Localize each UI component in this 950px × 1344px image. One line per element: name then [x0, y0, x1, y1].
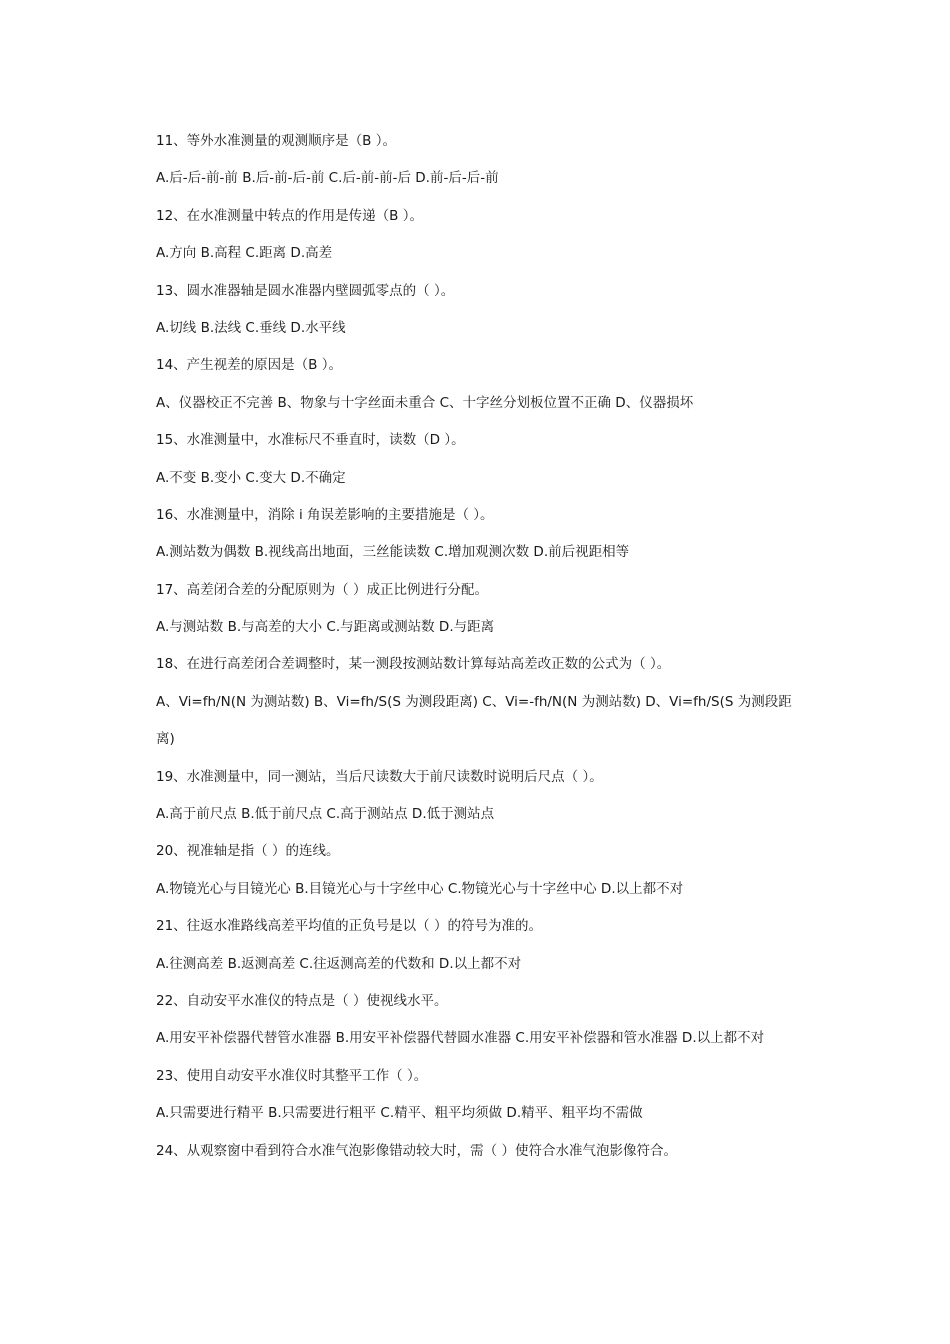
options-13: A.切线 B.法线 C.垂线 D.水平线 — [156, 319, 346, 336]
question-23: 23、使用自动安平水准仪时其整平工作（ ）。 — [156, 1067, 428, 1084]
question-21: 21、往返水准路线高差平均值的正负号是以（ ）的符号为准的。 — [156, 918, 542, 935]
options-23: A.只需要进行精平 B.只需要进行粗平 C.精平、粗平均须做 D.精平、粗平均不需做 — [156, 1105, 643, 1122]
question-11: 11、等外水准测量的观测顺序是（B ）。 — [156, 133, 396, 149]
question-19: 19、水准测量中，同一测站，当后尺读数大于前尺读数时说明后尺点（ ）。 — [156, 768, 603, 785]
question-16: 16、水准测量中，消除 i 角误差影响的主要措施是（ ）。 — [156, 506, 494, 523]
question-14: 14、产生视差的原因是（B ）。 — [156, 357, 342, 374]
question-22: 22、自动安平水准仪的特点是（ ）使视线水平。 — [156, 993, 448, 1010]
options-11: A.后-后-前-前 B.后-前-后-前 C.后-前-前-后 D.前-后-后-前 — [156, 170, 499, 187]
options-15: A.不变 B.变小 C.变大 D.不确定 — [156, 469, 346, 486]
question-13: 13、圆水准器轴是圆水准器内壁圆弧零点的（ ）。 — [156, 282, 455, 299]
options-17: A.与测站数 B.与高差的大小 C.与距离或测站数 D.与距离 — [156, 619, 495, 636]
question-24: 24、从观察窗中看到符合水准气泡影像错动较大时，需（ ）使符合水准气泡影像符合。 — [156, 1142, 677, 1159]
question-15: 15、水准测量中，水准标尺不垂直时，读数（D ）。 — [156, 432, 465, 449]
options-21: A.往测高差 B.返测高差 C.往返测高差的代数和 D.以上都不对 — [156, 955, 522, 972]
options-14: A、仪器校正不完善 B、物象与十字丝面未重合 C、十字丝分划板位置不正确 D、仪器损坏 — [156, 394, 694, 411]
question-18: 18、在进行高差闭合差调整时，某一测段按测站数计算每站高差改正数的公式为（ ）。 — [156, 656, 671, 673]
options-18: A、Vi=fh/N(N 为测站数) B、Vi=fh/S(S 为测段距离) C、Vi=-fh/N(N 为测站数) D、Vi=fh/S(S 为测段距离) — [156, 693, 792, 748]
options-19: A.高于前尺点 B.低于前尺点 C.高于测站点 D.低于测站点 — [156, 806, 495, 823]
options-12: A.方向 B.高程 C.距离 D.高差 — [156, 245, 333, 262]
question-12: 12、在水准测量中转点的作用是传递（B ）。 — [156, 207, 423, 224]
document-page — [156, 123, 810, 1170]
question-20: 20、视准轴是指（ ）的连线。 — [156, 843, 340, 860]
options-20: A.物镜光心与目镜光心 B.目镜光心与十字丝中心 C.物镜光心与十字丝中心 D.以上都不对 — [156, 880, 684, 897]
question-17: 17、高差闭合差的分配原则为（ ）成正比例进行分配。 — [156, 581, 488, 598]
options-22: A.用安平补偿器代替管水准器 B.用安平补偿器代替圆水准器 C.用安平补偿器和管水准器 D.以上都不对 — [156, 1030, 765, 1047]
options-16: A.测站数为偶数 B.视线高出地面，三丝能读数 C.增加观测次数 D.前后视距相等 — [156, 544, 630, 561]
